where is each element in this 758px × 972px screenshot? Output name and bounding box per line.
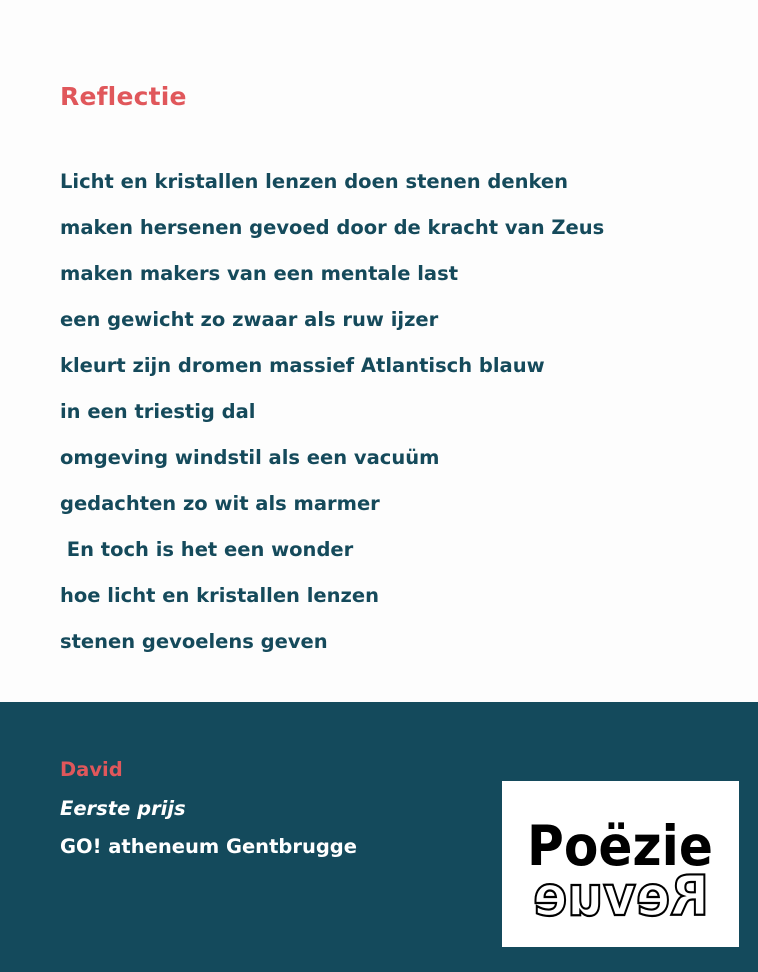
- poem-line: gedachten zo wit als marmer: [60, 492, 380, 515]
- logo-graphic: [502, 781, 739, 947]
- poem-line: maken hersenen gevoed door de kracht van Zeus: [60, 216, 605, 239]
- prize-label: Eerste prijs: [60, 797, 186, 820]
- logo-word-revue: Revue: [533, 864, 709, 928]
- poem-line: in een triestig dal: [60, 400, 256, 423]
- poem-line: En toch is het een wonder: [60, 538, 354, 561]
- poem-line: Licht en kristallen lenzen doen stenen denken: [60, 170, 569, 193]
- school-name: GO! atheneum Gentbrugge: [60, 835, 357, 858]
- poem-line: kleurt zijn dromen massief Atlantisch blauw: [60, 354, 545, 377]
- poezie-revue-logo: [502, 781, 739, 947]
- poem-line: maken makers van een mentale last: [60, 262, 459, 285]
- poem-lines: [60, 167, 604, 673]
- poem-line: hoe licht en kristallen lenzen: [60, 584, 379, 607]
- poem-line: omgeving windstil als een vacuüm: [60, 446, 440, 469]
- poem-line: een gewicht zo zwaar als ruw ijzer: [60, 308, 439, 331]
- poem-title: Reflectie: [60, 82, 187, 111]
- logo-mirrored-group: [533, 864, 709, 928]
- poem-line: stenen gevoelens geven: [60, 630, 328, 653]
- logo-word-poezie: Poëzie: [527, 814, 713, 878]
- author-name: David: [60, 758, 123, 781]
